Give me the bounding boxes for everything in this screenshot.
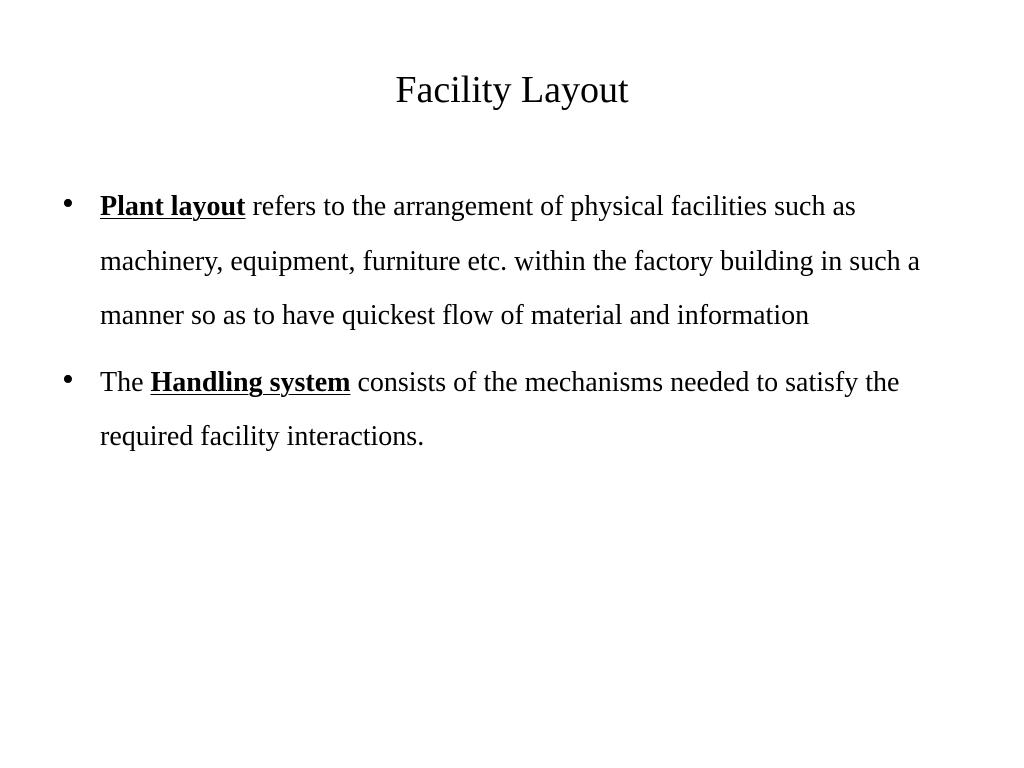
bullet-item-handling-system: [60, 356, 980, 465]
term-handling-system: Handling system: [150, 366, 351, 398]
bullet-list: [60, 180, 980, 477]
bullet-icon: •: [62, 360, 74, 398]
term-plant-layout: Plant layout: [100, 191, 246, 222]
bullet-item-plant-layout: [60, 180, 980, 344]
slide-title: Facility Layout: [395, 69, 629, 111]
bullet-body-text: refers to the arrangement of physical facilities such as machinery, equipment, furniture etc. within the factory building in such a manner so as to have quickest flow of material and information: [100, 191, 921, 331]
bullet-body-text: consists of the mechanisms needed to satisfy the required facility interactions.: [100, 366, 900, 452]
bullet-icon: •: [62, 185, 74, 222]
bullet-lead-text: The: [100, 366, 151, 398]
